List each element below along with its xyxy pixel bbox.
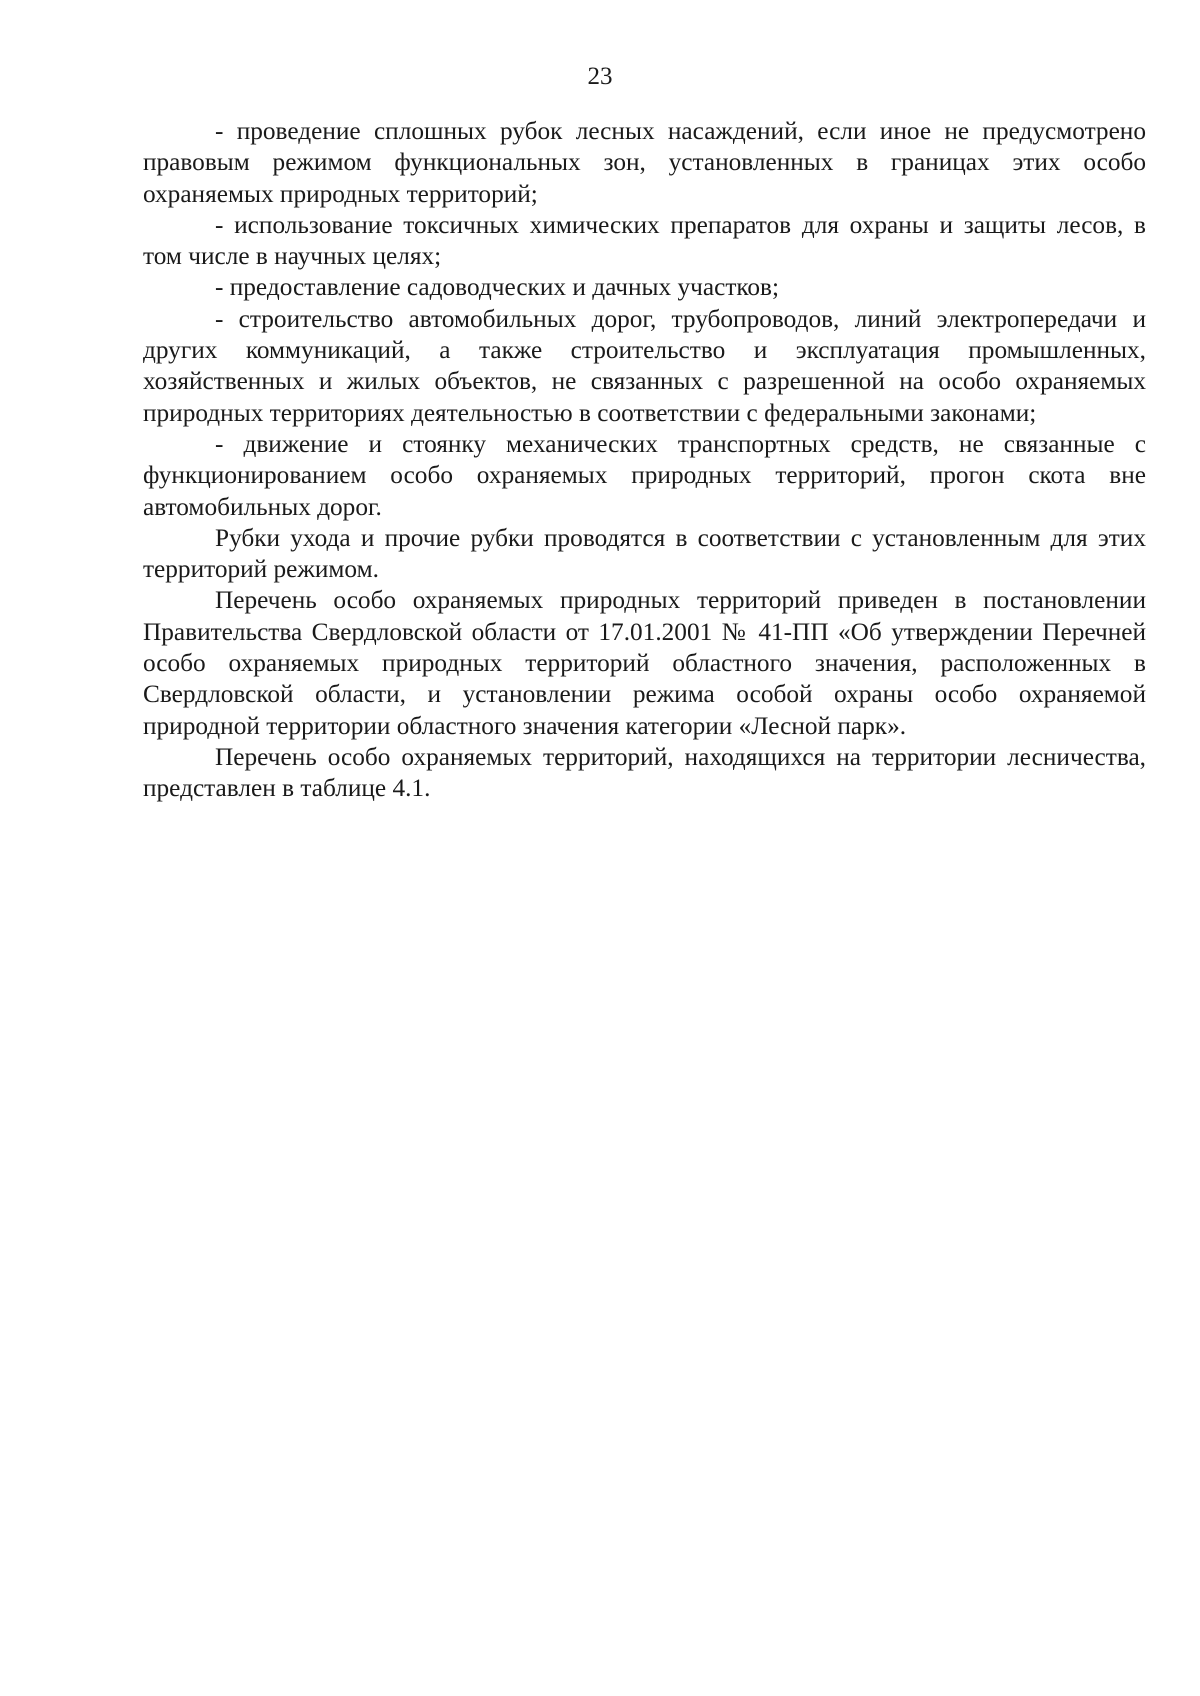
list-item-garden-plots: - предоставление садоводческих и дачных участков;: [215, 273, 780, 302]
paragraph-table-reference: Перечень особо охраняемых территорий, находящихся на территории лесничества, представлен в таблице 4.1.: [143, 742, 1146, 803]
list-item-toxic-chemicals: - использование токсичных химических препаратов для охраны и защиты лесов, в том числе в научных целях;: [143, 210, 1146, 271]
document-body: [143, 116, 1146, 805]
paragraph-protected-areas-decree: Перечень особо охраняемых природных территорий приведен в постановлении Правительства Свердловской области от 17.01.2001 № 41-ПП «Об утверждении Перечней особо охраняемых природных территорий областного значения, расположенных в Свердловской области, и установлении режима особой охраны особо охраняемой природной территории областного значения категории «Лесной парк».: [143, 586, 1146, 740]
list-item-vehicle-movement: - движение и стоянку механических транспортных средств, не связанные с функционированием особо охраняемых природных территорий, прогон скота вне автомобильных дорог.: [143, 429, 1146, 521]
page-number: 23: [587, 63, 613, 90]
list-item-construction: - строительство автомобильных дорог, трубопроводов, линий электропередачи и других коммуникаций, а также строительство и эксплуатация промышленных, хозяйственных и жилых объектов, не связанных с разрешенной на особо охраняемых природных территориях деятельностью в соответствии с федеральными законами;: [143, 304, 1146, 427]
list-item-clear-cutting: - проведение сплошных рубок лесных насаждений, если иное не предусмотрено правовым режимом функциональных зон, установленных в границах этих особо охраняемых природных территорий;: [143, 117, 1146, 208]
paragraph-maintenance-felling: Рубки ухода и прочие рубки проводятся в соответствии с установленным для этих территорий режимом.: [143, 523, 1146, 584]
